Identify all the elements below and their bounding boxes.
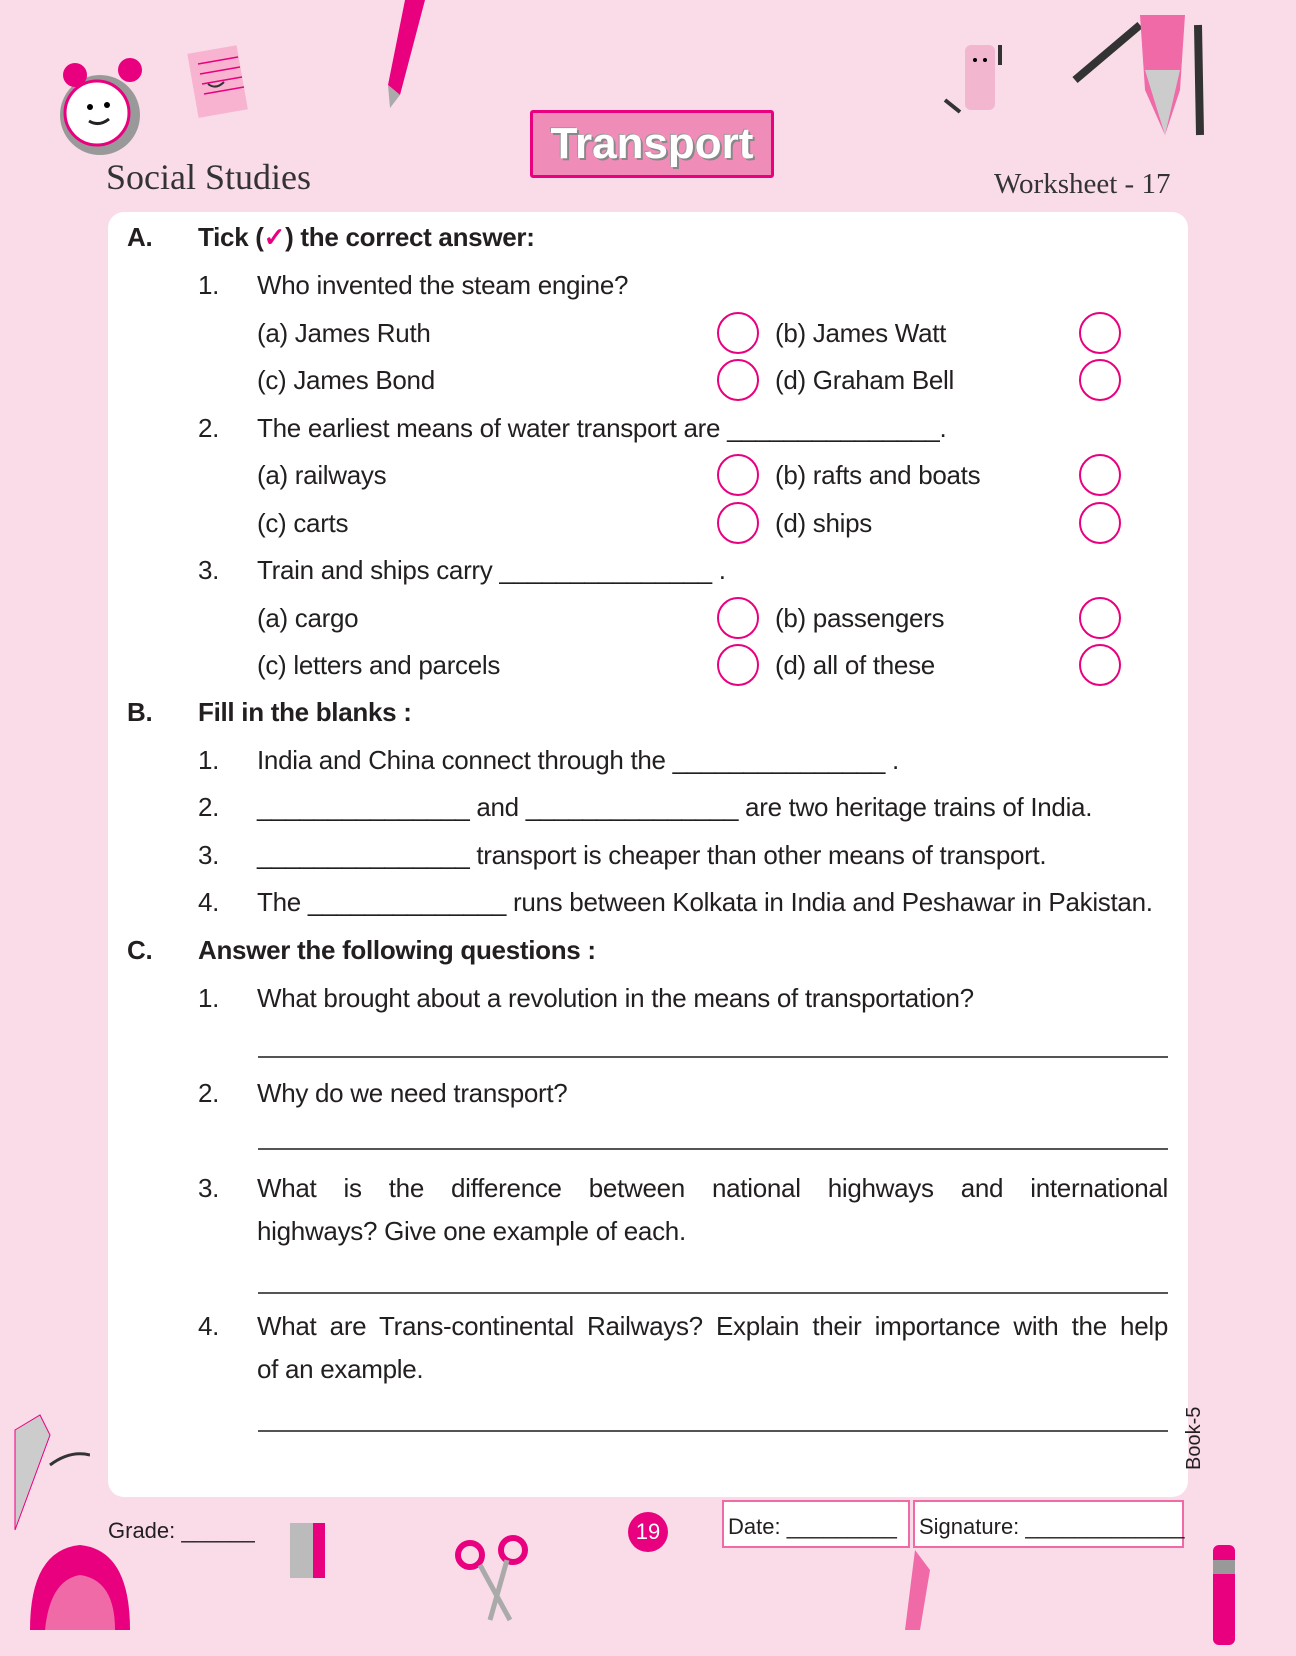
blank-text[interactable]: India and China connect through the _______________ . [257,744,899,775]
question-text: Who invented the steam engine? [257,270,629,300]
eraser-icon [940,40,1020,120]
answer-line[interactable] [258,1056,1168,1058]
section-c-letter: C. [127,935,153,965]
option-radio[interactable] [717,454,759,496]
question-number: 4. [198,1311,220,1341]
heading-post: ) the correct answer: [285,222,535,252]
title-text: Transport [550,119,754,168]
option-radio[interactable] [1079,502,1121,544]
option-label: (c) James Bond [257,365,435,395]
option-radio[interactable] [717,359,759,401]
question-number: 2. [198,412,220,443]
option-radio[interactable] [1079,597,1121,639]
option-label: (a) cargo [257,602,359,633]
question-number: 1. [198,270,220,300]
question-text: What brought about a revolution in the means of transportation? [257,983,974,1013]
question-text: What is the difference between national highways and international [257,1173,1168,1203]
section-c-heading: Answer the following questions : [198,935,596,965]
blank-number: 1. [198,744,220,775]
grade-field[interactable]: Grade: ______ [108,1518,255,1543]
worksheet-number: Worksheet - 17 [994,168,1171,200]
question-number: 2. [198,1078,220,1108]
question-text: Why do we need transport? [257,1078,568,1108]
pencil-character-icon [1070,10,1220,140]
tick-icon: ✓ [263,222,286,252]
option-radio[interactable] [717,644,759,686]
question-text: The earliest means of water transport are _______________. [257,412,947,443]
book-label: Book-5 [1183,1406,1205,1470]
notebook-icon [178,44,258,124]
date-field[interactable]: Date: _________ [722,1500,910,1548]
section-a-heading [198,222,535,252]
question-text: What are Trans-continental Railways? Explain their importance with the help [257,1311,1168,1341]
option-radio[interactable] [717,312,759,354]
option-radio[interactable] [717,502,759,544]
blank-text[interactable]: The ______________ runs between Kolkata in India and Peshawar in Pakistan. [257,887,1153,917]
question-text: of an example. [257,1354,424,1384]
sharpener-icon [285,1520,345,1590]
option-label: (d) all of these [775,650,935,680]
question-text: Train and ships carry _______________ . [257,555,726,585]
option-label: (a) James Ruth [257,317,431,348]
answer-line[interactable] [258,1148,1168,1150]
pencil-icon [380,0,440,110]
option-label: (b) James Watt [775,317,947,348]
page-number: 19 [628,1512,668,1552]
blank-number: 4. [198,887,220,917]
blank-number: 2. [198,792,220,822]
answer-line[interactable] [258,1292,1168,1294]
section-b-letter: B. [127,697,153,727]
scissors-icon [455,1535,535,1625]
section-a-letter: A. [127,222,153,252]
blank-text[interactable]: _______________ transport is cheaper than other means of transport. [257,839,1047,870]
section-b-heading: Fill in the blanks : [198,697,412,727]
answer-line[interactable] [258,1430,1168,1432]
heading-pre: Tick ( [198,222,264,252]
question-number: 3. [198,1173,220,1203]
option-radio[interactable] [1079,359,1121,401]
pen-icon [1195,1540,1255,1650]
signature-field[interactable]: Signature: _____________ [913,1500,1184,1548]
question-number: 1. [198,983,220,1013]
option-label: (d) ships [775,507,872,538]
alarm-clock-icon [55,45,155,165]
question-number: 3. [198,555,220,585]
option-radio[interactable] [717,597,759,639]
option-label: (a) railways [257,460,387,490]
blank-number: 3. [198,839,220,870]
option-radio[interactable] [1079,454,1121,496]
subject-label: Social Studies [106,157,311,197]
option-radio[interactable] [1079,644,1121,686]
option-label: (c) carts [257,507,349,538]
option-label: (d) Graham Bell [775,365,954,395]
question-text: highways? Give one example of each. [257,1216,686,1246]
option-label: (b) passengers [775,602,945,633]
option-label: (c) letters and parcels [257,650,501,680]
crayon-icon [890,1550,950,1630]
blank-text[interactable]: _______________ and _______________ are two heritage trains of India. [257,792,1093,822]
option-radio[interactable] [1079,312,1121,354]
worksheet-title [530,110,774,178]
option-label: (b) rafts and boats [775,460,981,490]
